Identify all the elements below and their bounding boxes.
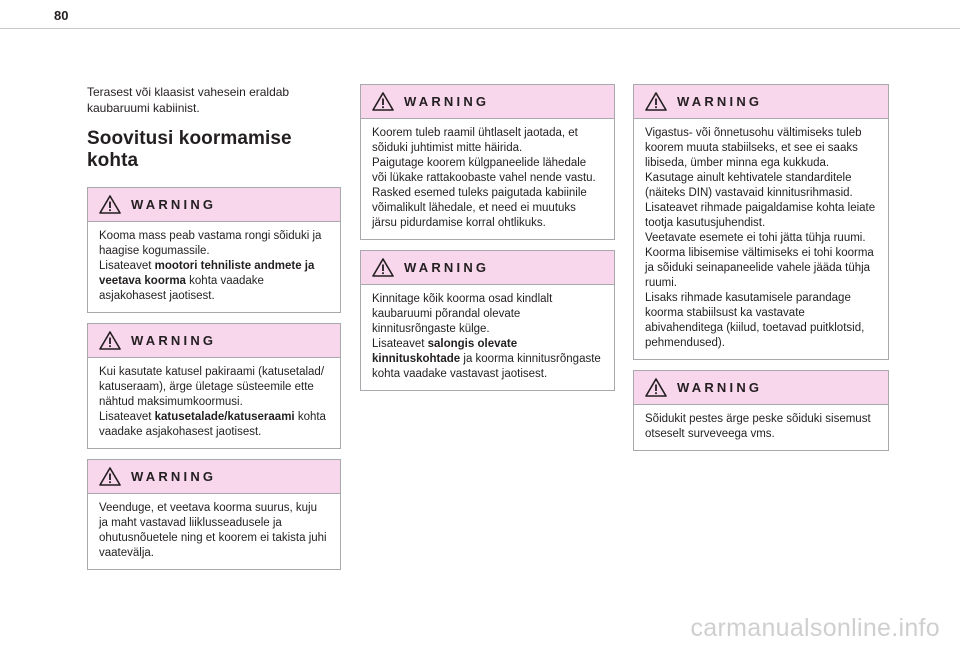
section-heading: Soovitusi koormamise kohta	[87, 128, 292, 171]
warning-triangle-icon	[645, 92, 677, 111]
paragraph-text-end: kohta vaadake asjakohasest jaotisest.	[99, 275, 264, 302]
warning-paragraph	[99, 410, 329, 440]
paragraph-text: Koorma libisemise vältimiseks ei tohi koorma ja sõiduki seinapaneelide vahele jääda tühja ruumi.	[645, 247, 874, 289]
warning-box	[633, 84, 889, 360]
paragraph-text: Vigastus- või õnnetusohu vältimiseks tuleb koorem muuta stabiilseks, et see ei saaks libiseda, ümber minna ega kukkuda.	[645, 127, 862, 169]
warning-paragraph	[645, 201, 877, 231]
warning-body	[88, 358, 340, 448]
warning-body	[88, 222, 340, 312]
paragraph-text: Kui kasutate katusel pakiraami (katusetalad/ katuseraam), ärge ületage süsteemile ette nähtud maksimumkoormusi.	[99, 366, 325, 408]
paragraph-text: Lisateavet	[99, 260, 155, 272]
warning-title: WARNING	[677, 94, 763, 109]
warning-paragraph	[372, 126, 603, 156]
warning-triangle-icon	[372, 92, 404, 111]
warning-box	[87, 459, 341, 570]
column-2	[360, 84, 615, 401]
warning-paragraph	[645, 291, 877, 351]
warning-paragraph	[99, 259, 329, 304]
warning-body	[634, 119, 888, 359]
warning-paragraph	[372, 337, 603, 382]
watermark: carmanualsonline.info	[690, 614, 940, 642]
warning-paragraph	[99, 229, 329, 259]
paragraph-text: Koorem tuleb raamil ühtlaselt jaotada, et sõiduki juhtimist mitte häirida.	[372, 127, 578, 154]
warning-triangle-icon	[99, 467, 131, 486]
warning-header	[361, 251, 614, 285]
warning-triangle-icon	[99, 331, 131, 350]
warning-title: WARNING	[404, 94, 490, 109]
warning-paragraph	[645, 412, 877, 442]
warning-paragraph	[645, 171, 877, 201]
column-3	[633, 84, 889, 461]
warning-box	[360, 250, 615, 391]
warning-box	[633, 370, 889, 451]
warning-box	[87, 323, 341, 449]
paragraph-text: Veenduge, et veetava koorma suurus, kuju ja maht vastavad liiklusseadusele ja ohutusnõuetele ning et koorem ei takista juhi vaatevälja.	[99, 502, 327, 559]
warning-paragraph	[372, 186, 603, 231]
paragraph-text: Veetavate esemete ei tohi jätta tühja ruumi.	[645, 232, 866, 244]
warning-body	[88, 494, 340, 569]
warning-paragraph	[372, 292, 603, 337]
warning-header	[88, 188, 340, 222]
paragraph-text: Lisateavet	[372, 338, 428, 350]
top-divider	[0, 28, 960, 29]
warning-triangle-icon	[645, 378, 677, 397]
warning-body	[361, 285, 614, 390]
warning-header	[634, 371, 888, 405]
paragraph-text: Rasked esemed tuleks paigutada kabiinile võimalikult lähedale, et need ei muutuks järsu pidurdamise korral ohtlikuks.	[372, 187, 587, 229]
warning-box	[87, 187, 341, 313]
paragraph-text-end: kohta vaadake asjakohasest jaotisest.	[99, 411, 326, 438]
paragraph-text: Kinnitage kõik koorma osad kindlalt kaubaruumi põrandal olevate kinnitusrõngaste külge.	[372, 293, 553, 335]
warning-title: WARNING	[404, 260, 490, 275]
warning-paragraph	[645, 126, 877, 171]
warning-box	[360, 84, 615, 240]
paragraph-text: Sõidukit pestes ärge peske sõiduki sisemust otseselt surveveega vms.	[645, 413, 871, 440]
warning-paragraph	[99, 365, 329, 410]
paragraph-text: Lisaks rihmade kasutamisele parandage koorma stabiilsust ka vastavate abivahenditega (kiilud, toetavad puitklotsid, pehmendused).	[645, 292, 865, 349]
warning-header	[88, 324, 340, 358]
intro-text: Terasest või klaasist vahesein eraldab kaubaruumi kabiinist.	[87, 85, 290, 115]
warning-title: WARNING	[677, 380, 763, 395]
warning-body	[361, 119, 614, 239]
warning-header	[88, 460, 340, 494]
paragraph-bold-text: mootori tehniliste andmete ja veetava koorma	[99, 260, 315, 287]
paragraph-bold-text: katusetalade/katuseraami	[154, 411, 295, 423]
warning-paragraph	[99, 501, 329, 561]
warning-triangle-icon	[372, 258, 404, 277]
warning-header	[361, 85, 614, 119]
warning-header	[634, 85, 888, 119]
warning-title: WARNING	[131, 197, 217, 212]
warning-title: WARNING	[131, 333, 217, 348]
warning-paragraph	[645, 246, 877, 291]
warning-title: WARNING	[131, 469, 217, 484]
paragraph-text-end: ja koorma kinnitusrõngaste kohta vaadake vastavast jaotisest.	[372, 353, 601, 380]
page-number: 80	[54, 8, 69, 23]
warning-paragraph	[372, 156, 603, 186]
paragraph-bold-text: salongis olevate kinnituskohtade	[372, 338, 518, 365]
paragraph-text: Lisateavet rihmade paigaldamise kohta leiate tootja kasutusjuhendist.	[645, 202, 876, 229]
column-1	[87, 84, 341, 580]
paragraph-text: Kasutage ainult kehtivatele standarditele (näiteks DIN) vastavaid kinnitusrihmasid.	[645, 172, 853, 199]
warning-paragraph	[645, 231, 877, 246]
paragraph-text: Lisateavet	[99, 411, 155, 423]
paragraph-text: Paigutage koorem külgpaneelide lähedale või lükake rattakoobaste vahel nende vastu.	[372, 157, 596, 184]
paragraph-text: Kooma mass peab vastama rongi sõiduki ja haagise kogumassile.	[99, 230, 322, 257]
warning-triangle-icon	[99, 195, 131, 214]
warning-body	[634, 405, 888, 450]
